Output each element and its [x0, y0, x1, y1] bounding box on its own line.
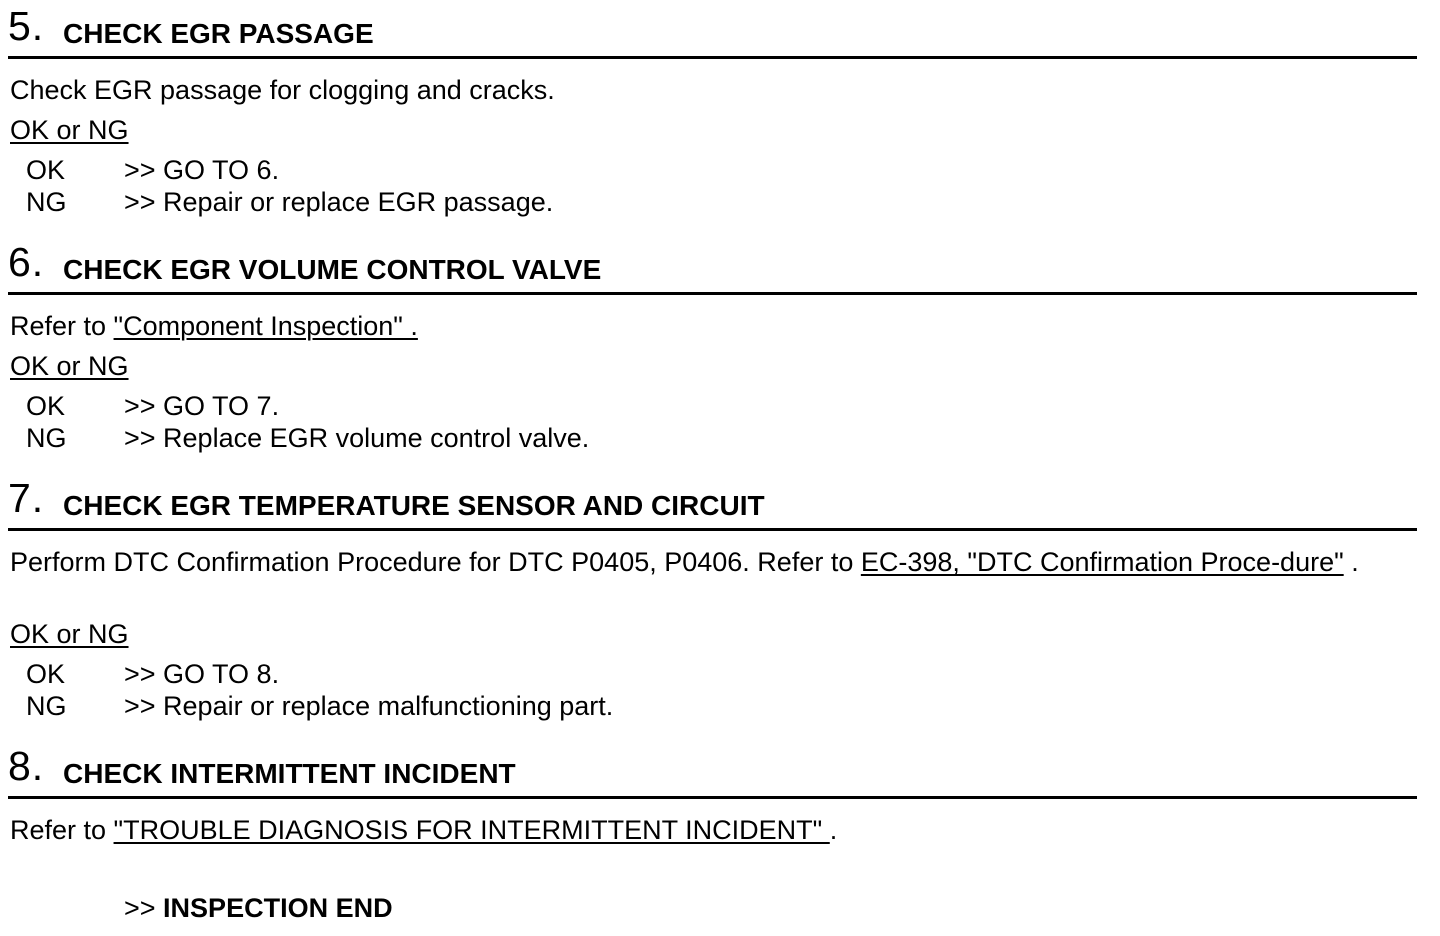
step-header — [8, 743, 1417, 792]
ok-or-ng-label: OK or NG — [10, 351, 129, 381]
step-header — [8, 3, 1417, 52]
instruction-text: Refer to — [10, 815, 114, 845]
step-title: CHECK EGR TEMPERATURE SENSOR AND CIRCUIT — [63, 490, 765, 521]
step-title: CHECK EGR VOLUME CONTROL VALVE — [63, 254, 602, 285]
result-key: OK — [26, 659, 66, 689]
result-ok — [26, 154, 279, 186]
result-action: >> Repair or replace malfunctioning part. — [124, 691, 614, 721]
end-label: INSPECTION END — [163, 893, 393, 923]
result-ng — [26, 690, 613, 722]
ok-or-ng-label: OK or NG — [10, 115, 129, 145]
ok-or-ng-label: OK or NG — [10, 619, 129, 649]
instruction-suffix: . — [829, 815, 838, 845]
step-instruction — [10, 310, 418, 342]
section-divider — [8, 528, 1417, 531]
step-8 — [8, 743, 1417, 845]
result-ng — [26, 186, 553, 218]
section-divider — [8, 56, 1417, 59]
step-title: CHECK INTERMITTENT INCIDENT — [63, 758, 516, 789]
result-action: >> Repair or replace EGR passage. — [124, 187, 554, 217]
instruction-text: Perform DTC Confirmation Procedure for DTC P0405, P0406. Refer to — [10, 547, 861, 577]
section-divider — [8, 292, 1417, 295]
step-header — [8, 475, 1417, 524]
step-instruction: Check EGR passage for clogging and cracks. — [10, 75, 555, 105]
step-instruction — [10, 814, 837, 846]
result-action: >> GO TO 8. — [124, 659, 280, 689]
result-action: >> GO TO 6. — [124, 155, 280, 185]
result-key: NG — [26, 187, 67, 217]
result-key: NG — [26, 691, 67, 721]
step-title: CHECK EGR PASSAGE — [63, 18, 374, 49]
result-key: OK — [26, 391, 66, 421]
step-5 — [8, 3, 1417, 217]
end-prefix: >> — [124, 893, 164, 923]
inspection-end — [124, 892, 393, 924]
step-instruction — [10, 546, 1417, 578]
result-ng — [26, 422, 589, 454]
step-6 — [8, 239, 1417, 453]
result-ok — [26, 658, 279, 690]
step-header — [8, 239, 1417, 288]
component-inspection-link[interactable]: "Component Inspection" . — [113, 311, 418, 341]
dtc-confirmation-link[interactable]: EC-398, "DTC Confirmation Proce-dure" — [860, 547, 1344, 577]
intermittent-incident-link[interactable]: "TROUBLE DIAGNOSIS FOR INTERMITTENT INCIDENT" — [113, 815, 830, 845]
instruction-suffix: . — [1343, 547, 1359, 577]
result-key: NG — [26, 423, 67, 453]
result-action: >> Replace EGR volume control valve. — [124, 423, 590, 453]
step-number: 7. — [8, 475, 45, 521]
section-divider — [8, 796, 1417, 799]
result-ok — [26, 390, 279, 422]
step-number: 8. — [8, 743, 45, 789]
instruction-text: Refer to — [10, 311, 114, 341]
step-number: 5. — [8, 3, 45, 49]
result-action: >> GO TO 7. — [124, 391, 280, 421]
result-key: OK — [26, 155, 66, 185]
step-number: 6. — [8, 239, 45, 285]
step-7 — [8, 475, 1417, 721]
